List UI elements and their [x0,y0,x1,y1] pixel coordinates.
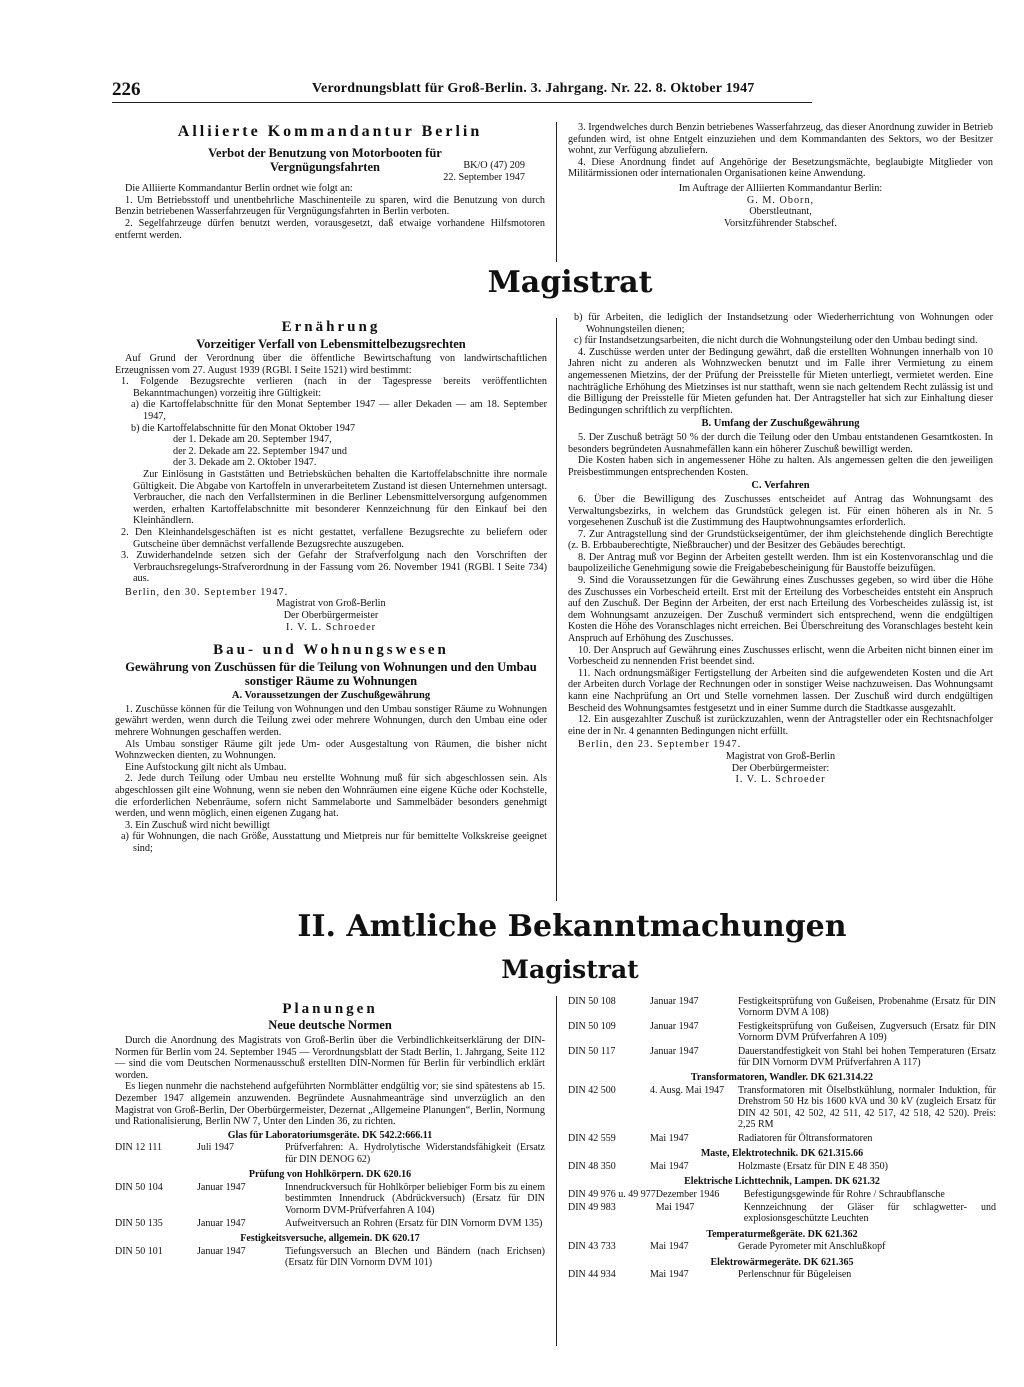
norm-description: Festigkeitsprüfung von Gußeisen, Zugversuch (Ersatz für DIN Vornorm DVM Prüfverfahren A 109) [738,1020,996,1044]
ernaehrung-p2: 2. Den Kleinhandelsgeschäften ist es nicht gestattet, verfallene Bezugsrechte zu beliefern oder Gutscheine über demnächst verfallende Bezugsrechte auszugeben. [121,526,547,550]
norm-table [568,1269,996,1282]
bau-p10: 10. Der Anspruch auf Gewährung eines Zuschusses erlischt, wenn die Arbeiten nicht binnen einer im Vorbescheid zu nennenden Frist beendet sind. [568,644,993,668]
norm-row [568,1189,996,1202]
norm-row [568,1241,996,1254]
norm-row [568,1269,996,1282]
right-column-main [568,312,993,786]
norm-table [568,1189,996,1227]
norm-row [568,1021,996,1046]
bau-p1: 1. Zuschüsse können für die Teilung von Wohnungen und den Umbau sonstiger Räume zu Wohnungen gewährt werden, wenn durch die Teilung zwei oder mehrere Wohnungen, durch den Umbau eine oder mehrere Wohnungen geschaffen werden. [115,703,547,739]
allied-title: Verbot der Benutzung von Motorbooten für Vergnügungsfahrten [208,146,442,174]
ernaehrung-p1b2: der 2. Dekade am 22. September 1947 und [173,445,347,457]
din-number: DIN 50 101 [115,1245,163,1257]
part2-left-column [115,1000,545,1271]
part2-title: II. Amtliche Bekanntmachungen [297,909,847,944]
bau-p3b: b) für Arbeiten, die lediglich der Instandsetzung oder Wiederherrichtung von Wohnungen oder Wohnungsteilen dienen; [574,312,993,335]
din-number: DIN 42 500 [568,1085,616,1097]
norm-section-title: Glas für Laboratoriumsgeräte. DK 542.2:666.11 [227,1129,433,1141]
norm-row [115,1142,545,1167]
allied-signature-name: G. M. Oborn, [746,194,815,206]
ernaehrung-sig-1: Magistrat von Groß-Berlin [276,598,386,610]
right-norm-sections [568,1072,996,1282]
norm-description: Innendruckversuch für Hohlkörper beliebiger Form bis zu einem bestimmten Innendruck (Abdrückversuch) (Ersatz für DIN Vornorm DVM-Prüfverfahren A 104) [285,1181,545,1216]
running-title: Verordnungsblatt für Groß-Berlin. 3. Jahrgang. Nr. 22. 8. Oktober 1947 [312,81,755,96]
norm-table [115,1142,545,1167]
bau-section-b: B. Umfang der Zuschußgewährung [701,418,860,430]
allied-item-2: 2. Segelfahrzeuge dürfen benutzt werden, vorausgesetzt, daß etwaige vorhandene Hilfsmotoren entfernt werden. [115,217,545,241]
allied-reference: BK/O (47) 209 [463,160,525,171]
allied-item-1: 1. Um Betriebsstoff und unentbehrliche Maschinenteile zu sparen, wird die Benutzung von durch Benzin betriebenen Wasserfahrzeugen für Vergnügungsfahrten in Berlin verboten. [115,194,545,218]
bau-p5: 5. Der Zuschuß beträgt 50 % der durch die Teilung oder den Umbau entstandenen Gesamtkosten. In besonders begründeten Ausnahmefällen kann ein höherer Zuschuß bewilligt werden. [568,431,993,455]
header-rule [112,102,812,103]
ernaehrung-title: Vorzeitiger Verfall von Lebensmittelbezugsrechten [196,337,466,351]
norm-date: Januar 1947 [650,1020,699,1032]
allied-signature-line: Im Auftrage der Alliierten Kommandantur Berlin: [678,182,883,194]
norm-date: 4. Ausg. Mai 1947 [650,1085,725,1097]
planungen-heading: Planungen [282,1001,378,1017]
allied-signature-rank: Oberstleutnant, [749,206,812,218]
norm-description: Tiefungsversuch an Blechen und Bändern (nach Erichsen) (Ersatz für DIN Vornorm DVM 101) [285,1245,545,1269]
norm-row [568,1202,996,1227]
bau-p12: 12. Ein ausgezahlter Zuschuß ist zurückzuzahlen, wenn der Antragsteller oder ein Rechtsnachfolger eine der in Nr. 4 genannten Bedingungen nicht erfüllt. [568,714,993,737]
column-rule-middle [556,318,557,901]
bau-p1c: Eine Aufstockung gilt nicht als Umbau. [125,761,287,773]
norm-description: Aufweitversuch an Rohren (Ersatz für DIN Vornorm DVM 135) [285,1217,543,1229]
left-column-main [115,318,547,855]
normen-subheading: Neue deutsche Normen [268,1018,392,1032]
norm-date: Mai 1947 [655,1202,695,1214]
ernaehrung-heading: Ernährung [281,319,381,335]
allied-item-4: 4. Diese Anordnung findet auf Angehörige der Besetzungsmächte, beglaubigte Mitglieder von Militärmissionen oder internationalen Organisationen keine Anwendung. [568,156,993,180]
allied-intro: Die Alliierte Kommandantur Berlin ordnet wie folgt an: [125,183,353,195]
norm-section-title: Prüfung von Hohlkörpern. DK 620.16 [248,1169,412,1181]
norm-description: Prüfverfahren: A. Hydrolytische Widerstandsfähigkeit (Ersatz für DIN DENOG 62) [285,1142,545,1165]
din-number: DIN 49 976 u. 49 977 [568,1188,656,1200]
ernaehrung-p1b3: der 3. Dekade am 2. Oktober 1947. [173,457,317,469]
bau-sig-2: Der Oberbürgermeister: [731,762,830,774]
left-norm-sections [115,1130,545,1271]
norm-description: Befestigungsgewinde für Rohre / Schraubflansche [743,1188,945,1200]
bau-p3a: a) für Wohnungen, die nach Größe, Ausstattung und Mietpreis nur für bemittelte Volkskreise geeignet sind; [121,831,547,854]
din-number: DIN 49 983 [568,1202,616,1214]
norm-section-title: Temperaturmeßgeräte. DK 621.362 [706,1228,858,1240]
ernaehrung-intro: Auf Grund der Verordnung über die öffentliche Bewirtschaftung von landwirtschaftlichen Erzeugnissen vom 27. August 1939 (RGBl. I Seite 1521) wird bestimmt: [115,353,547,376]
norm-date: Juli 1947 [197,1142,234,1154]
column-rule-top [556,122,557,262]
norm-row [568,1046,996,1071]
norm-row [568,1085,996,1133]
ernaehrung-place-date: Berlin, den 30. September 1947. [125,586,289,598]
bau-p9: 9. Sind die Voraussetzungen für die Gewährung eines Zuschusses gegeben, so wird über die Höhe des Zuschusses ein Vorbescheid erteilt. Erst mit der Erteilung des Vorbescheides entsteht ein Anspruch auf den Zuschuß. Der Beginn der Arbeiten, der erst nach Erteilung des Vorbescheides zulässig ist, ist dem Wohnungsamt anzuzeigen. Der Zuschuß vermindert sich entsprechend, wenn die endgültigen Kosten die Höhe des Voranschlages nicht erreichen. Bei Überschreitung des Voranschlages besteht kein Anspruch auf Erhöhung des Zuschusses. [568,575,993,645]
bau-p3: 3. Ein Zuschuß wird nicht bewilligt [125,819,270,831]
norm-row [115,1246,545,1271]
allied-date: 22. September 1947 [443,171,525,183]
norm-section-title: Maste, Elektrotechnik. DK 621.315.66 [700,1148,864,1160]
allied-left-column [115,122,545,241]
din-number: DIN 50 117 [568,1045,616,1057]
bau-p7: 7. Zur Antragstellung sind der Grundstückseigentümer, der ihm gleichstehende dinglich Berechtigte (z. B. Erbbauberechtigte, Nießbraucher) und der Besitzer des Gebäudes berechtigt. [568,528,993,552]
din-number: DIN 43 733 [568,1241,616,1253]
norm-date: Januar 1947 [197,1181,246,1193]
ernaehrung-sig-3: I. V. L. Schroeder [285,621,377,633]
ernaehrung-p1b1: der 1. Dekade am 20. September 1947, [173,434,332,446]
ernaehrung-p1c: Zur Einlösung in Gaststätten und Betriebsküchen behalten die Kartoffelabschnitte ihre normale Gültigkeit. Die Abgabe von Kartoffeln in unverarbeitetem Zustand ist diesen Unternehmen untersagt. Verbraucher, die nach den Verfallsterminen in die Berliner Lebensmittelversorgung aufgenommen werden, erhalten Kartoffelabschnitte mit besonderer Kennzeichnung für den Einkauf bei den Kleinhändlern. [133,468,547,527]
ernaehrung-sig-2: Der Oberbürgermeister [283,610,379,622]
norm-description: Dauerstandfestigkeit von Stahl bei hohen Temperaturen (Ersatz für DIN Vornorm DVM Prüfverfahren A 117) [738,1045,996,1069]
normen-intro-2: Es liegen nunmehr die nachstehend aufgeführten Normblätter endgültig vor; sie sind spätestens ab 15. Dezember 1947 allgemein anzuwenden. Begründete Ausnahmeanträge sind unverzüglich an den Magistrat von Groß-Berlin, Der Oberbürgermeister, Dezernat „Allgemeine Planungen“, Berlin, Normung und Rationalisierung, Berlin NW 7, Unter den Linden 36, zu richten. [115,1081,545,1128]
norm-table [568,1085,996,1146]
norm-date: Januar 1947 [197,1245,246,1257]
norm-description: Holzmaste (Ersatz für DIN E 48 350) [738,1160,888,1172]
norm-description: Festigkeitsprüfung von Gußeisen, Probenahme (Ersatz für DIN Vornorm DVM A 108) [738,996,996,1019]
bau-p3c: c) für Instandsetzungsarbeiten, die nicht durch die Wohnungsteilung oder den Umbau bedingt sind. [574,335,978,347]
page-number: 226 [112,79,141,100]
magistrat-title: Magistrat [487,265,653,300]
ernaehrung-p3: 3. Zuwiderhandelnde setzen sich der Gefahr der Strafverfolgung nach den Vorschriften der Verbrauchsregelungs-Strafverordnung in der Fassung vom 26. November 1941 (RGBl. I Seite 734) aus. [121,550,547,585]
right-norm-table-top [568,996,996,1070]
norm-date: Mai 1947 [650,1132,689,1144]
din-number: DIN 12 111 [115,1142,163,1154]
allied-item-3: 3. Irgendwelches durch Benzin betriebenes Wasserfahrzeug, das dieser Anordnung zuwider in Betrieb gefunden wird, ist ohne Entgelt einzuziehen und dem Kommandanten des Sektors, wo der Besitzer wohnt, zur Verfügung abzuliefern. [568,122,993,157]
bau-p8: 8. Der Antrag muß vor Beginn der Arbeiten gestellt werden. Ihm ist ein Kostenvoranschlag und die baupolizeiliche Genehmigung sowie die Freigabebescheinigung für Baustoffe beizufügen. [568,551,993,575]
norm-row [568,1133,996,1146]
norm-date: Januar 1947 [650,996,699,1007]
allied-signature-role: Vorsitzführender Stabschef. [724,217,837,229]
din-number: DIN 50 104 [115,1181,163,1193]
bau-sig-1: Magistrat von Groß-Berlin [725,750,836,762]
norm-date: Mai 1947 [650,1160,689,1172]
bau-place-date: Berlin, den 23. September 1947. [578,739,742,751]
column-rule-bottom [556,996,557,1346]
din-number: DIN 48 350 [568,1160,616,1172]
norm-table [115,1182,545,1232]
bau-section-c: C. Verfahren [751,480,810,492]
normen-intro: Durch die Anordnung des Magistrats von Groß-Berlin über die Verbindlichkeitserklärung der DIN-Normen für Berlin vom 24. September 1945 — Verordnungsblatt der Stadt Berlin, 1. Jahrgang, Seite 112 — sind die vom Deutschen Normenausschuß erstellten DIN-Normen für Berlin für verbindlich erklärt worden. [115,1035,545,1081]
norm-date: Mai 1947 [650,1241,689,1253]
bau-p4: 4. Zuschüsse werden unter der Bedingung gewährt, daß die erstellten Wohnungen innerhalb von 10 Jahren nicht zu anderen als Wohnzwecken benutzt und im Falle ihrer Vermietung zu einem angemessenen Mietzins, der der Prüfung der Preisstelle für Mieten unterliegt, vermietet werden. Eine nachträgliche Erhöhung des Mietzinses ist nur statthaft, wenn sie nach geltendem Recht zulässig ist und die Billigung der Preisstelle für Mieten gefunden hat. Der Antragsteller hat sich zur Einhaltung dieser Bedingungen schriftlich zu verpflichten. [568,346,993,416]
norm-description: Radiatoren für Öltransformatoren [738,1132,873,1144]
bau-title: Gewährung von Zuschüssen für die Teilung von Wohnungen und den Umbau sonstiger Räume zu Wohnungen [125,660,537,689]
bau-p11: 11. Nach ordnungsmäßiger Fertigstellung der Arbeiten sind die aufgewendeten Kosten und die Art der Arbeiten durch Vorlage der Rechnungen oder in sonstiger Weise nachzuweisen. Das Wohnungsamt kann eine Nachprüfung an Ort und Stelle vornehmen lassen. Der Zuschuß wird durch endgültigen Bescheid des Wohnungsamtes festgesetzt und in einer Summe durch die Stadtkasse ausgezahlt. [568,667,993,714]
norm-date: Januar 1947 [650,1045,699,1057]
ernaehrung-p1: 1. Folgende Bezugsrechte verlieren (nach in der Tagespresse bereits veröffentlichten Bekanntmachungen) vorzeitig ihre Gültigkeit: [121,376,547,399]
bau-p2: 2. Jede durch Teilung oder Umbau neu erstellte Wohnung muß für sich abgeschlossen sein. Als abgeschlossen gilt eine Wohnung, wenn sie neben den Wohnräumen eine eigene Küche oder Kochstelle, die erforderlichen Nebenräume, sofern nicht Sammelaborte und Sammelbäder besonders genehmigt werden, und wenn möglich, einen eigenen Zugang hat. [115,773,547,820]
din-number: DIN 42 559 [568,1132,616,1144]
allied-right-column [568,122,993,229]
norm-description: Gerade Pyrometer mit Anschlußkopf [738,1241,886,1253]
allied-heading: Alliierte Kommandantur Berlin [177,123,483,140]
bau-section-a: A. Voraussetzungen der Zuschußgewährung [231,690,431,702]
ernaehrung-p1b: b) die Kartoffelabschnitte für den Monat Oktober 1947 [131,422,356,434]
norm-table [568,1241,996,1254]
norm-row [568,1161,996,1174]
norm-section-title: Elektrowärmegeräte. DK 621.365 [710,1256,854,1268]
page-header [112,79,812,103]
norm-table [115,1246,545,1271]
norm-date: Mai 1947 [650,1269,689,1281]
din-number: DIN 50 108 [568,996,616,1007]
norm-row [115,1182,545,1218]
norm-description: Kennzeichnung der Gläser für schlagwetter- und explosionsgeschützte Leuchten [743,1202,996,1225]
norm-section-title: Elektrische Lichttechnik, Lampen. DK 621.32 [684,1176,880,1188]
bau-p6: 6. Über die Bewilligung des Zuschusses entscheidet auf Antrag das Wohnungsamt des Verwaltungsbezirks, in welchem das Grundstück gelegen ist. Für einen höheren als in Nr. 5 vorgesehenen Zuschuß ist die Zustimmung des Hauptwohnungsamtes erforderlich. [568,493,993,529]
norm-table [568,1161,996,1174]
norm-row [568,996,996,1021]
din-number: DIN 44 934 [568,1269,616,1281]
bau-sig-3: I. V. L. Schroeder [735,774,826,786]
norm-description: Transformatoren mit Ölselbstkühlung, normaler Induktion, für Drehstrom 50 Hz bis 1600 kVA und 30 kV (zugleich Ersatz für DIN 42 501, 42 502, 42 511, 42 517, 42 518, 42 520). Preis: 2,25 RM [738,1085,996,1131]
bau-p5b: Die Kosten haben sich in angemessener Höhe zu halten. Als angemessen gelten die den jeweiligen Preisbestimmungen entsprechenden Kosten. [568,455,993,478]
norm-row [115,1218,545,1231]
din-number: DIN 50 109 [568,1020,616,1032]
part2-subtitle: Magistrat [501,955,639,984]
part2-right-column [568,996,996,1283]
ernaehrung-p1a: a) die Kartoffelabschnitte für den Monat September 1947 — aller Dekaden — am 18. September 1947, [131,399,547,422]
bau-p1b: Als Umbau sonstiger Räume gilt jede Um- oder Ausgestaltung von Räumen, die bisher nicht Wohnzwecken dienten, zu Wohnungen. [115,738,547,762]
bau-heading: Bau- und Wohnungswesen [213,642,449,659]
norm-date: Januar 1947 [197,1217,246,1229]
norm-section-title: Transformatoren, Wandler. DK 621.314.22 [690,1072,874,1084]
norm-description: Perlenschnur für Bügeleisen [738,1269,852,1281]
din-number: DIN 50 135 [115,1217,163,1229]
norm-date: Dezember 1946 [655,1188,720,1200]
norm-section-title: Festigkeitsversuche, allgemein. DK 620.17 [240,1233,420,1245]
